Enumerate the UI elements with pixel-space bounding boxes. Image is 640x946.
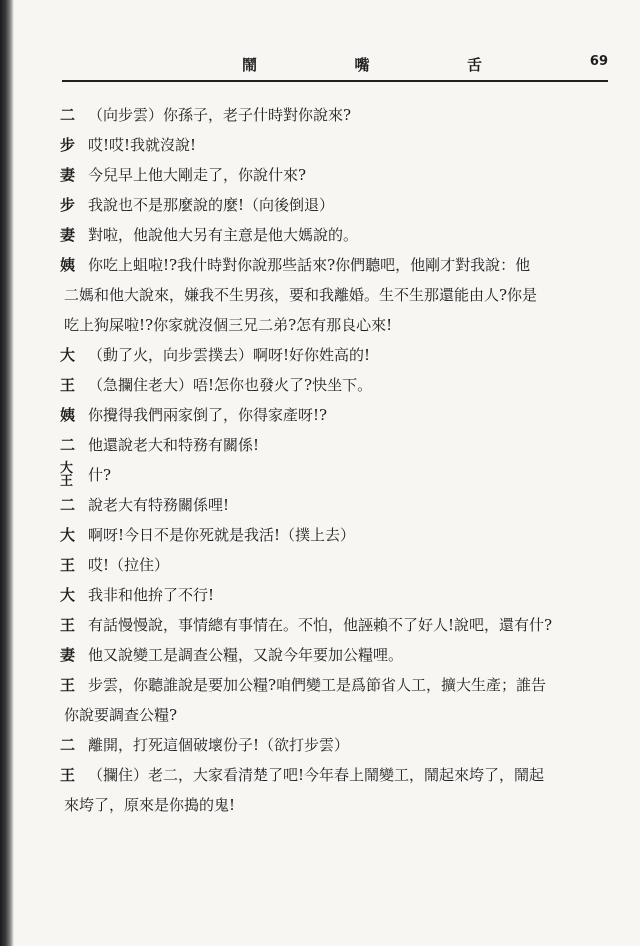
speaker-label: 妻 xyxy=(60,646,76,664)
speaker-label: 二 xyxy=(60,736,76,754)
speaker-label: 二 xyxy=(60,496,76,514)
dialogue-continuation: 吃上狗屎啦!?你家就沒個三兄二弟?怎有那良心來! xyxy=(64,316,393,334)
running-title xyxy=(242,54,482,75)
dialogue-line xyxy=(60,400,616,430)
dialogue-text: 他又說變工是調查公糧，又說今年要加公糧哩。 xyxy=(88,646,404,664)
dialogue-line xyxy=(60,160,616,190)
dialogue-text: 什? xyxy=(88,466,112,484)
dialogue-text: 啊呀!今日不是你死就是我活!（撲上去） xyxy=(88,526,356,544)
title-char: 鬧 xyxy=(242,56,258,74)
dialogue-line xyxy=(60,340,616,370)
dialogue-continuation: 你說要調查公糧? xyxy=(64,706,178,724)
book-spine-shadow xyxy=(0,0,14,946)
speaker-label: 王 xyxy=(60,474,74,489)
dialogue-line xyxy=(60,640,616,670)
speaker-label: 二 xyxy=(60,436,76,454)
speaker-label: 王 xyxy=(60,376,76,394)
dialogue-text: 今兒早上他大剛走了，你說什來? xyxy=(88,166,307,184)
dialogue-line xyxy=(60,580,616,610)
dialogue-line xyxy=(60,130,616,160)
dialogue-line xyxy=(60,370,616,400)
dialogue-text: （向步雲）你孫子，老子什時對你說來? xyxy=(88,106,352,124)
speaker-label: 二 xyxy=(60,106,76,124)
dialogue-line xyxy=(60,250,616,280)
dialogue-text: 步雲，你聽誰說是要加公糧?咱們變工是爲節省人工，擴大生產；誰告 xyxy=(88,676,547,694)
dialogue-text: （動了火，向步雲撲去）啊呀!好你姓高的! xyxy=(88,346,371,364)
dialogue-line xyxy=(60,490,616,520)
page-number: 69 xyxy=(589,54,608,69)
speaker-label: 王 xyxy=(60,676,76,694)
speaker-label: 王 xyxy=(60,616,76,634)
dialogue-text: 說老大有特務關係哩! xyxy=(88,496,230,514)
dialogue-text: 你吃上蛆啦!?我什時對你說那些話來?你們聽吧，他剛才對我說：他 xyxy=(88,256,531,274)
dialogue-text: 有話慢慢說，事情總有事情在。不怕，他誣賴不了好人!說吧，還有什? xyxy=(88,616,553,634)
dialogue-line xyxy=(60,460,616,490)
page-header xyxy=(62,54,608,82)
dialogue-line xyxy=(60,610,616,640)
dialogue-text: 我說也不是那麼說的麼!（向後倒退） xyxy=(88,196,335,214)
dialogue-text: 離開，打死這個破壞份子!（欲打步雲） xyxy=(88,736,350,754)
dialogue-text: （急攔住老大）唔!怎你也發火了?快坐下。 xyxy=(88,376,373,394)
dialogue-line xyxy=(60,730,616,760)
dialogue-line xyxy=(60,100,616,130)
dialogue-text: 你攪得我們兩家倒了，你得家產呀!? xyxy=(88,406,328,424)
speaker-label: 妻 xyxy=(60,166,76,184)
dialogue-line xyxy=(60,520,616,550)
dialogue-line xyxy=(60,550,616,580)
dialogue-line xyxy=(60,190,616,220)
speaker-label: 大 xyxy=(60,346,76,364)
speaker-label: 姨 xyxy=(60,406,76,424)
dialogue-text: 他還說老大和特務有關係! xyxy=(88,436,260,454)
dialogue-line xyxy=(60,670,616,700)
dialogue-line xyxy=(60,430,616,460)
dialogue-continuation: 來垮了，原來是你搗的鬼! xyxy=(64,796,236,814)
dialogue-line xyxy=(60,760,616,790)
speaker-label: 王 xyxy=(60,556,76,574)
speaker-label: 妻 xyxy=(60,226,76,244)
title-char: 嘴 xyxy=(354,56,370,74)
speaker-label: 步 xyxy=(60,136,76,154)
dialogue-text: 哎!（拉住） xyxy=(88,556,170,574)
speaker-label: 大 xyxy=(60,586,76,604)
dialogue-text: 我非和他拚了不行! xyxy=(88,586,215,604)
dialogue-line xyxy=(60,220,616,250)
title-char: 舌 xyxy=(466,56,482,74)
speaker-label: 步 xyxy=(60,196,76,214)
dialogue-text: （攔住）老二，大家看清楚了吧!今年春上鬧變工，鬧起來垮了，鬧起 xyxy=(88,766,545,784)
speaker-label: 姨 xyxy=(60,256,76,274)
speaker-label: 大 xyxy=(60,461,74,476)
dialogue-text: 哎!哎!我就沒說! xyxy=(88,136,197,154)
dialogue-continuation: 二媽和他大說來，嫌我不生男孩，要和我離婚。生不生那還能由人?你是 xyxy=(64,286,538,304)
script-body xyxy=(60,100,616,820)
stacked-speaker-labels xyxy=(60,460,80,488)
speaker-label: 大 xyxy=(60,526,76,544)
dialogue-text: 對啦，他說他大另有主意是他大媽說的。 xyxy=(88,226,359,244)
speaker-label: 王 xyxy=(60,766,76,784)
